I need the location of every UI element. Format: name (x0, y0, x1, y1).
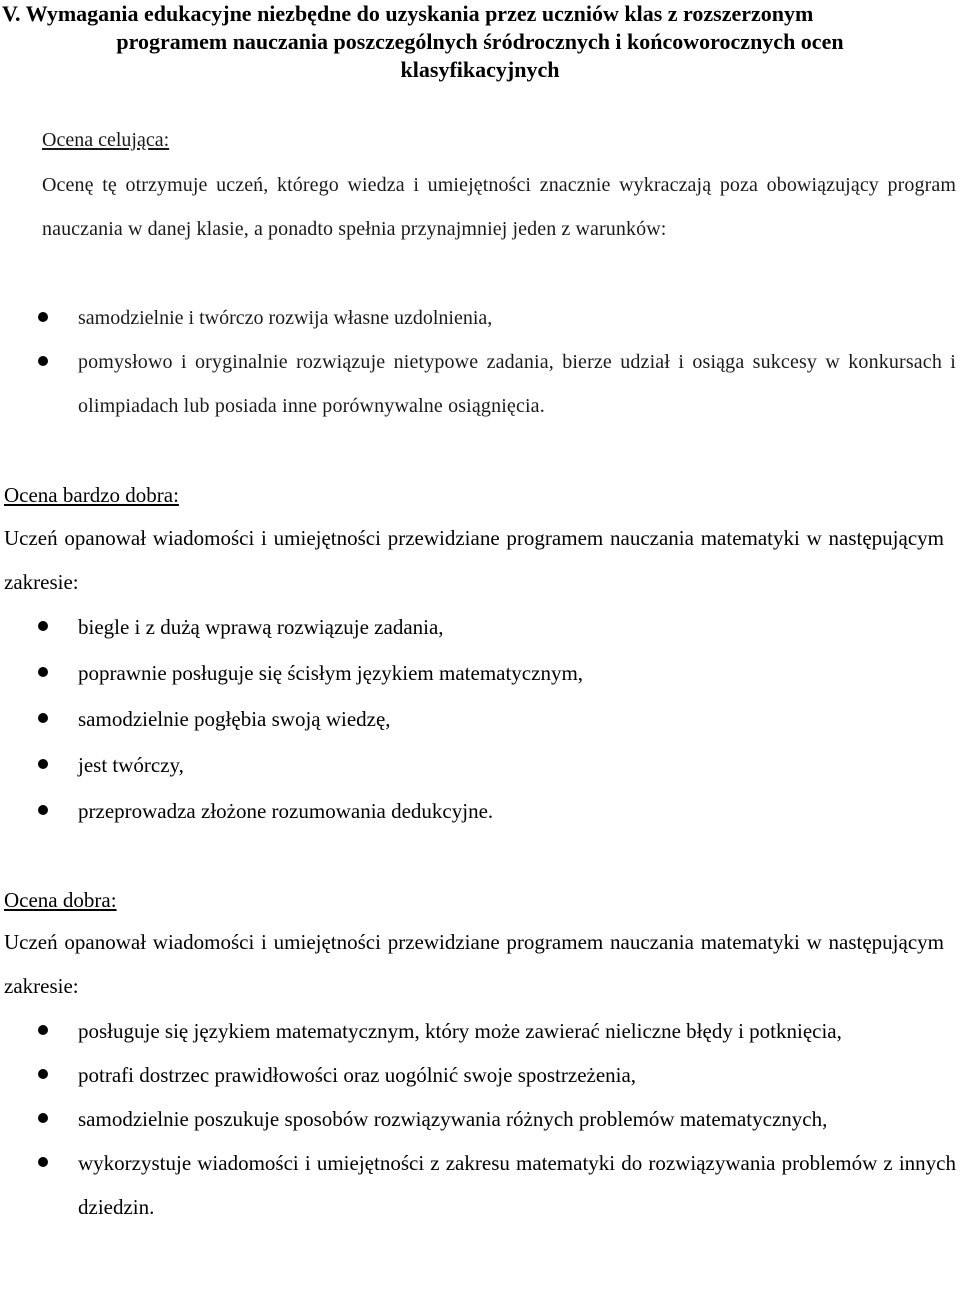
bullet-list-bardzo-dobra (0, 605, 950, 835)
list-item: samodzielnie pogłębia swoją wiedzę, (0, 697, 950, 743)
bullet-dot (38, 1113, 48, 1123)
bullet-dot (38, 1157, 48, 1167)
list-item: poprawnie posługuje się ścisłym językiem matematycznym, (0, 651, 950, 697)
title-line-3: klasyfikacyjnych (400, 57, 560, 82)
section-intro-celujaca: Ocenę tę otrzymuje uczeń, którego wiedza i umiejętności znacznie wykraczają poza obowiązujący program nauczania w danej klasie, a ponadto spełnia przynajmniej jeden z warunków: (42, 174, 956, 240)
section-heading-celujaca: Ocena celująca: (42, 129, 170, 151)
list-item: pomysłowo i oryginalnie rozwiązuje nietypowe zadania, bierze udział i osiąga sukcesy w konkursach i olimpiadach lub posiada inne porównywalne osiągnięcia. (0, 340, 956, 428)
list-item: potrafi dostrzec prawidłowości oraz uogólnić swoje spostrzeżenia, (0, 1053, 956, 1097)
list-item: biegle i z dużą wprawą rozwiązuje zadania, (0, 605, 950, 651)
bullet-list-celujaca (0, 296, 956, 428)
list-item: samodzielnie i twórczo rozwija własne uzdolnienia, (0, 296, 956, 340)
bullet-dot (38, 1069, 48, 1079)
list-item: jest twórczy, (0, 743, 950, 789)
section-intro-dobra: Uczeń opanował wiadomości i umiejętności przewidziane programem nauczania matematyki w następującym zakresie: (4, 930, 944, 998)
list-item: samodzielnie poszukuje sposobów rozwiązywania różnych problemów matematycznych, (0, 1097, 956, 1141)
title-line-1: V. Wymagania edukacyjne niezbędne do uzyskania przez uczniów klas z rozszerzonym (2, 1, 814, 26)
document-title (2, 0, 958, 84)
bullet-dot (38, 667, 48, 677)
bullet-dot (38, 1025, 48, 1035)
bullet-dot (38, 759, 48, 769)
title-line-2: programem nauczania poszczególnych śródrocznych i końcoworocznych ocen (116, 29, 844, 54)
bullet-dot (38, 312, 48, 322)
bullet-dot (38, 356, 48, 366)
list-item: przeprowadza złożone rozumowania dedukcyjne. (0, 789, 950, 835)
list-item: posługuje się językiem matematycznym, który może zawierać nieliczne błędy i potknięcia, (0, 1009, 956, 1053)
bullet-list-dobra (0, 1009, 956, 1229)
section-heading-bardzo-dobra: Ocena bardzo dobra: (4, 483, 179, 507)
section-intro-bardzo-dobra: Uczeń opanował wiadomości i umiejętności przewidziane programem nauczania matematyki w następującym zakresie: (4, 526, 944, 594)
bullet-dot (38, 621, 48, 631)
bullet-dot (38, 713, 48, 723)
section-heading-dobra: Ocena dobra: (4, 888, 117, 912)
list-item: wykorzystuje wiadomości i umiejętności z zakresu matematyki do rozwiązywania problemów z innych dziedzin. (0, 1141, 956, 1229)
bullet-dot (38, 805, 48, 815)
